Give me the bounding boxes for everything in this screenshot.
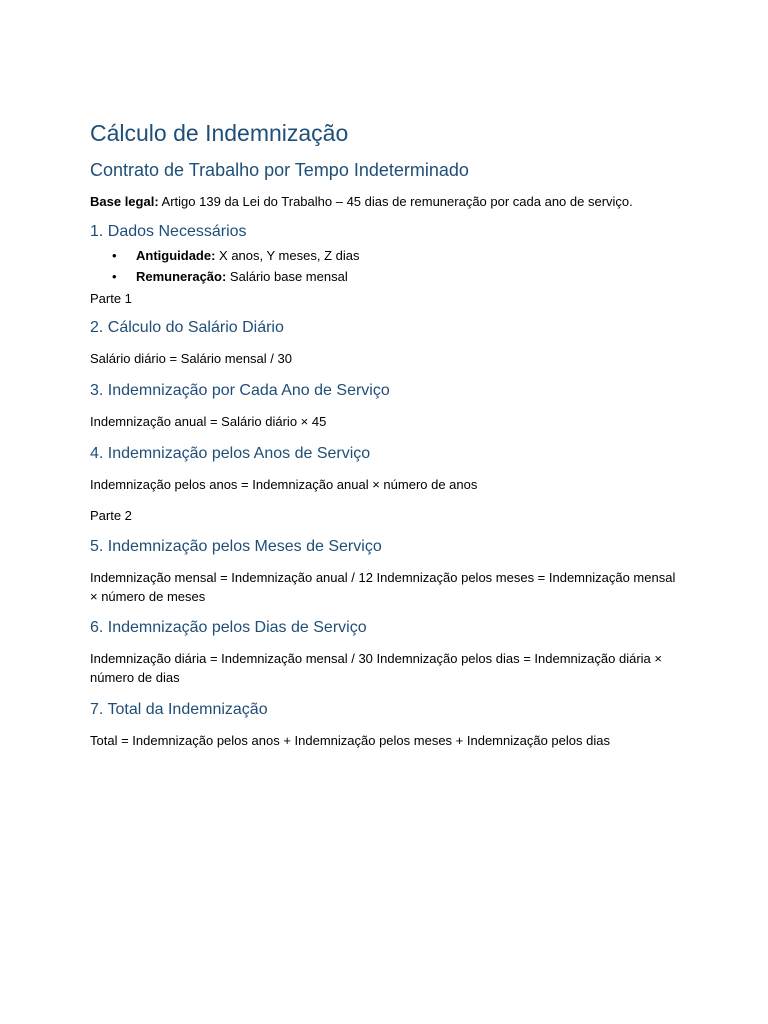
legal-basis: [90, 192, 678, 211]
section-6-formula: Indemnização diária = Indemnização mensal / 30 Indemnização pelos dias = Indemnização diária × número de dias: [90, 651, 662, 685]
list-item-text: X anos, Y meses, Z dias: [215, 248, 360, 263]
document-title: Cálculo de Indemnização: [90, 120, 349, 146]
list-item-label: Remuneração:: [136, 269, 227, 284]
bullet-icon: •: [112, 269, 117, 284]
list-item-text: Salário base mensal: [226, 269, 348, 284]
list-item: [112, 266, 678, 287]
section-4-formula: Indemnização pelos anos = Indemnização anual × número de anos: [90, 477, 478, 492]
document-subtitle: Contrato de Trabalho por Tempo Indeterminado: [90, 160, 469, 180]
section-4-heading: 4. Indemnização pelos Anos de Serviço: [90, 445, 371, 462]
legal-basis-label: Base legal:: [90, 194, 159, 209]
required-data-list: [90, 245, 678, 287]
part-1-label: Parte 1: [90, 291, 132, 306]
bullet-icon: •: [112, 248, 117, 263]
section-1-heading: 1. Dados Necessários: [90, 223, 247, 240]
section-7-formula: Total = Indemnização pelos anos + Indemnização pelos meses + Indemnização pelos dias: [90, 733, 610, 748]
section-3-formula: Indemnização anual = Salário diário × 45: [90, 414, 327, 429]
section-7-heading: 7. Total da Indemnização: [90, 701, 268, 718]
legal-basis-text: Artigo 139 da Lei do Trabalho – 45 dias de remuneração por cada ano de serviço.: [158, 194, 633, 209]
part-2-label: Parte 2: [90, 508, 132, 523]
section-5-formula: Indemnização mensal = Indemnização anual / 12 Indemnização pelos meses = Indemnização mensal × número de meses: [90, 570, 676, 604]
section-2-formula: Salário diário = Salário mensal / 30: [90, 351, 292, 366]
section-6-heading: 6. Indemnização pelos Dias de Serviço: [90, 619, 367, 636]
list-item: [112, 245, 678, 266]
section-5-heading: 5. Indemnização pelos Meses de Serviço: [90, 538, 382, 555]
section-2-heading: 2. Cálculo do Salário Diário: [90, 319, 284, 336]
section-3-heading: 3. Indemnização por Cada Ano de Serviço: [90, 382, 390, 399]
list-item-label: Antiguidade:: [136, 248, 216, 263]
